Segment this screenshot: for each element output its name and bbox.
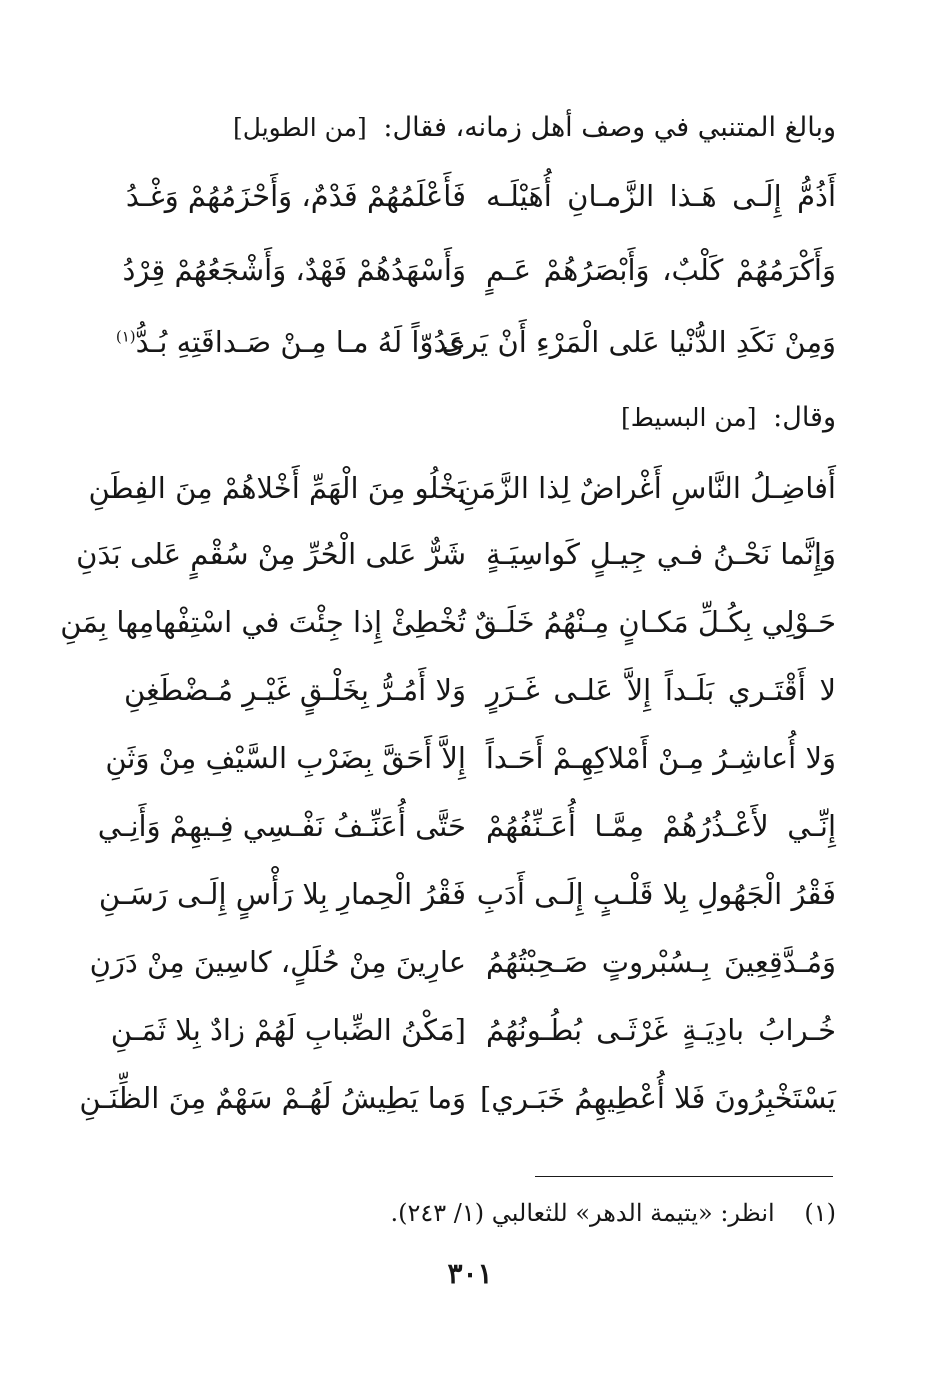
second-hemistich-text: عَدُوّاً لَهُ مـا مِـنْ صَـداقَتِهِ بُـدُّ [135,325,466,359]
second-hemistich: يَخْلُو مِنَ الْهَمِّ أَخْلاهُمْ مِنَ الفِطَنِ [88,471,466,505]
first-hemistich: خُـرابُ بادِيَـةٍ غَرْثَـى بُطُـونُهُمُ [486,1013,836,1047]
intro-text: وقال: [773,402,836,433]
first-hemistich: إِنِّـي لأَعْـذُرُهُمْ مِمَّـا أُعَـنِّفُهُمْ [486,809,836,843]
verse-line [88,458,836,518]
second-hemistich: وَما يَطِيشُ لَهُـمْ سَهْمٌ مِنَ الظِّنَـنِ [79,1081,466,1115]
second-hemistich: إِلاَّ أَحَقَّ بِضَرْبِ السَّيْفِ مِنْ وَثَنِ [105,741,466,775]
first-hemistich: أَذُمُّ إِلَـى هَـذا الزَّمـانِ أُهَيْلَـه [486,179,836,213]
intro-text: وبالغ المتنبي في وصف أهل زمانه، فقال: [383,112,836,143]
verse-line [104,240,836,300]
second-hemistich: شَرٌّ عَلى الْحُرِّ مِنْ سُقْمٍ عَلى بَدَنِ [76,537,466,571]
verse-line [104,166,836,226]
footnote-reference: (١) [115,327,136,346]
footnote-divider [535,1176,833,1177]
second-hemistich: [مَكْنُ الضِّبابِ لَهُمْ زادٌ بِلا ثَمَـنِ [110,1013,466,1047]
first-hemistich: يَسْتَخْبِرُونَ فَلا أُعْطِيهِمُ خَبَـري] [479,1081,836,1115]
first-hemistich: لا أَقْتَـري بَلَـداً إِلاَّ عَلـى غَـرَرٍ [486,673,836,707]
section-intro [116,398,836,438]
meter-label: [من البسيط] [620,403,757,432]
meter-label: [من الطويل] [233,113,367,142]
second-hemistich: عارِينَ مِنْ حُلَلٍ، كاسِينَ مِنْ دَرَنِ [89,945,466,979]
second-hemistich: فَأَعْلَمُهُمْ فَدْمٌ، وَأَحْزَمُهُمْ وَغْـدُ [125,179,466,213]
verse-line [89,932,836,992]
verse-line [97,796,836,856]
footnote-text: انظر: «يتيمة الدهر» للثعالبي (١/ ٢٤٣). [390,1199,775,1227]
second-hemistich [115,312,466,372]
first-hemistich: وَلا أُعاشِـرُ مِـنْ أَمْلاكِهِـمْ أَحَـداً [485,741,836,775]
first-hemistich: وَمُـدَّقِعِينَ بِـسُبْروتٍ صَـحِبْتُهُمُ [486,945,836,979]
second-hemistich: فَقْرُ الْحِمارِ بِلا رَأْسٍ إِلَـى رَسَـنِ [98,877,466,911]
verse-line [104,728,836,788]
second-hemistich: وَأَسْهَدُهُمْ فَهْدٌ، وَأَشْجَعُهُمْ قِرْدُ [122,253,466,287]
verse-line [98,864,836,924]
verse-line [104,660,836,720]
second-hemistich: تُخْطِئْ إِذا جِئْتَ في اسْتِفْهامِها بِمَنِ [60,605,466,639]
first-hemistich: حَـوْلِي بِكُـلِّ مَكـانٍ مِـنْهُمُ خَلَـقٌ [474,605,836,639]
verse-line [60,592,836,652]
first-hemistich: وَإِنَّما نَحْـنُ فـي جِيـلٍ كَواسِيَـةٍ [486,537,836,571]
first-hemistich: وَمِنْ نَكَدِ الدُّنْيا عَلى الْمَرْءِ أَنْ يَرى [441,325,836,359]
footnote-number: (١) [804,1199,836,1227]
second-hemistich: حَتَّى أُعَنِّـفُ نَفْـسِي فِـيهِمْ وَأَنِـي [97,809,466,843]
first-hemistich: فَقْرُ الْجَهُولِ بِلا قَلْـبٍ إِلَـى أَدَبِ [476,877,836,911]
verse-line [104,312,836,372]
verse-line [104,1000,836,1060]
first-hemistich: أَفاضِـلُ النَّاسِ أَغْراضٌ لِذا الزَّمَنِ [458,471,836,505]
verse-line [79,1068,836,1128]
verse-line [76,524,836,584]
second-hemistich: وَلا أَمُـرُّ بِخَلْـقٍ غَيْـرِ مُـضْطَغِنِ [123,673,466,707]
footnote [116,1196,836,1230]
first-hemistich: وَأَكْرَمُهُمْ كَلْبٌ، وَأَبْصَرُهُمْ عَـمٍ [486,253,836,287]
section-intro [116,108,836,148]
page-number: ٣٠١ [447,1257,493,1290]
